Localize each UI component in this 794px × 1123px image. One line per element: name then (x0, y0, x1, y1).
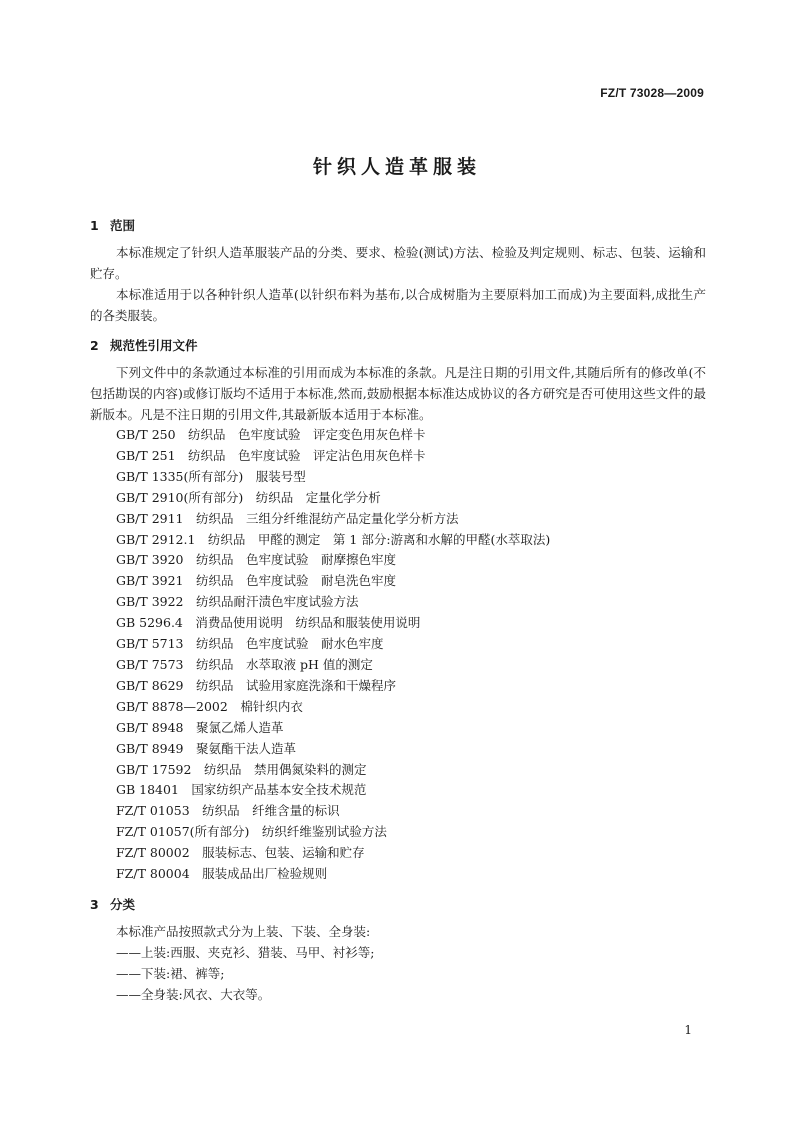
page-number: 1 (684, 1023, 692, 1037)
paragraph: 本标准产品按照款式分为上装、下装、全身装: (116, 923, 371, 939)
reference-item: GB/T 2910(所有部分) 纺织品 定量化学分析 (116, 489, 381, 505)
category-item: ——下装:裙、裤等; (116, 965, 225, 981)
reference-item: GB 18401 国家纺织产品基本安全技术规范 (116, 782, 367, 798)
reference-item: GB/T 8629 纺织品 试验用家庭洗涤和干燥程序 (116, 677, 397, 693)
reference-item: FZ/T 01053 纺织品 纤维含量的标识 (116, 803, 340, 819)
document-title: 针织人造革服装 (312, 156, 481, 178)
section-normative-references (90, 332, 706, 885)
reference-item: GB/T 250 纺织品 色牢度试验 评定变色用灰色样卡 (116, 427, 426, 442)
section-title: 分类 (110, 896, 136, 912)
reference-item: GB/T 251 纺织品 色牢度试验 评定沾色用灰色样卡 (116, 447, 426, 463)
reference-item: GB/T 2911 纺织品 三组分纤维混纺产品定量化学分析方法 (116, 510, 459, 526)
reference-item: GB 5296.4 消费品使用说明 纺织品和服装使用说明 (116, 615, 421, 631)
paragraph: 本标准适用于以各种针织人造革(以针织布料为基布,以合成树脂为主要原料加工而成)为主要面料,成批生产的各类服装。 (90, 287, 706, 323)
paragraph: 本标准规定了针织人造革服装产品的分类、要求、检验(测试)方法、检验及判定规则、标志、包装、运输和贮存。 (90, 245, 706, 281)
reference-item: GB/T 8878—2002 棉针织内衣 (116, 698, 303, 714)
document-body (90, 210, 706, 1005)
reference-item: GB/T 8948 聚氯乙烯人造革 (116, 719, 284, 735)
reference-item: GB/T 1335(所有部分) 服装号型 (116, 468, 306, 484)
reference-item: GB/T 17592 纺织品 禁用偶氮染料的测定 (116, 761, 367, 777)
reference-item: GB/T 3921 纺织品 色牢度试验 耐皂洗色牢度 (116, 573, 397, 589)
section-heading (90, 212, 706, 240)
category-item: ——上装:西服、夹克衫、猎装、马甲、衬衫等; (116, 944, 375, 960)
section-heading (90, 332, 706, 360)
paragraph: 下列文件中的条款通过本标准的引用而成为本标准的条款。凡是注日期的引用文件,其随后所有的修改单(不包括勘误的内容)或修订版均不适用于本标准,然而,鼓励根据本标准达成协议的各方研究是否可使用这些文件的最新版本。凡是不注日期的引用文件,其最新版本适用于本标准。 (90, 365, 706, 422)
reference-item: GB/T 5713 纺织品 色牢度试验 耐水色牢度 (116, 636, 384, 652)
reference-item: GB/T 3920 纺织品 色牢度试验 耐摩擦色牢度 (116, 552, 397, 568)
reference-item: FZ/T 80004 服装成品出厂检验规则 (116, 866, 328, 882)
section-number: 2 (90, 338, 99, 353)
section-title: 范围 (110, 218, 136, 233)
standard-code: FZ/T 73028—2009 (600, 86, 704, 100)
section-scope (90, 212, 706, 326)
category-item: ——全身装:风衣、大衣等。 (116, 986, 271, 1002)
reference-item: FZ/T 01057(所有部分) 纺织纤维鉴别试验方法 (116, 824, 387, 840)
section-classification (90, 891, 706, 1005)
reference-item: GB/T 2912.1 纺织品 甲醛的测定 第 1 部分:游离和水解的甲醛(水萃取法) (116, 531, 551, 547)
section-heading (90, 891, 706, 919)
category-list (90, 942, 706, 1005)
reference-item: GB/T 8949 聚氨酯干法人造革 (116, 740, 297, 756)
reference-item: GB/T 7573 纺织品 水萃取液 pH 值的测定 (116, 656, 373, 672)
reference-item: GB/T 3922 纺织品耐汗渍色牢度试验方法 (116, 594, 359, 610)
section-title: 规范性引用文件 (110, 338, 198, 353)
reference-list (90, 425, 706, 885)
section-number: 3 (90, 896, 99, 912)
section-number: 1 (90, 218, 99, 233)
reference-item: FZ/T 80002 服装标志、包装、运输和贮存 (116, 845, 365, 861)
